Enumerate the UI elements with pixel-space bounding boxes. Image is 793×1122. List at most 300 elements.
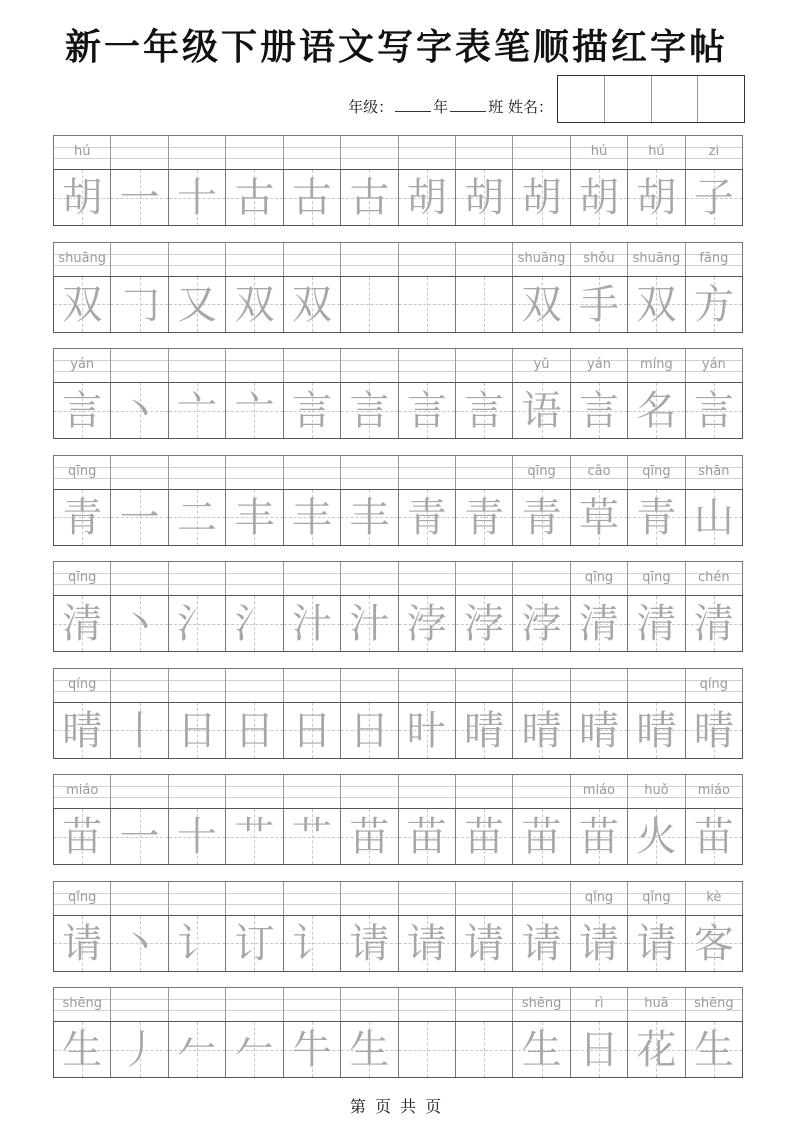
tian-zi-ge-cell[interactable] <box>513 170 570 225</box>
pinyin-cell[interactable] <box>226 243 283 276</box>
tian-zi-ge-cell[interactable] <box>54 277 111 332</box>
pinyin-text: qǐng <box>584 889 614 905</box>
character-block <box>53 668 743 764</box>
pinyin-cell[interactable] <box>341 349 398 382</box>
trace-character: 丰 <box>291 494 332 541</box>
tian-zi-ge-cell[interactable] <box>54 596 111 651</box>
tian-zi-ge-cell[interactable] <box>341 916 398 971</box>
tian-zi-ge-cell[interactable] <box>571 490 628 545</box>
tian-zi-ge-cell[interactable] <box>284 916 341 971</box>
tian-zi-ge-cell[interactable] <box>284 596 341 651</box>
tian-zi-ge-cell[interactable] <box>169 703 226 758</box>
pinyin-cell[interactable] <box>628 562 685 595</box>
pinyin-cell[interactable] <box>169 775 226 808</box>
pinyin-row <box>53 135 743 169</box>
pinyin-cell[interactable] <box>513 136 570 169</box>
pinyin-cell[interactable] <box>284 243 341 276</box>
pinyin-cell[interactable] <box>284 775 341 808</box>
pinyin-cell[interactable] <box>54 988 111 1021</box>
tian-zi-ge-cell[interactable] <box>456 596 513 651</box>
tian-zi-ge-cell[interactable] <box>399 170 456 225</box>
tian-zi-ge-cell[interactable] <box>399 277 456 332</box>
pinyin-cell[interactable] <box>226 456 283 489</box>
tian-zi-ge-cell[interactable] <box>686 703 742 758</box>
pinyin-text: chén <box>698 570 730 585</box>
trace-character: 花 <box>636 1027 677 1073</box>
pinyin-cell[interactable] <box>54 562 111 595</box>
pinyin-cell[interactable] <box>399 243 456 276</box>
pinyin-cell[interactable] <box>686 882 742 915</box>
pinyin-cell[interactable] <box>399 669 456 702</box>
tian-zi-ge-cell[interactable] <box>284 170 341 225</box>
pinyin-cell[interactable] <box>284 456 341 489</box>
tian-zi-ge-cell[interactable] <box>399 490 456 545</box>
pinyin-cell[interactable] <box>54 775 111 808</box>
name-cell[interactable] <box>558 76 605 122</box>
pinyin-cell[interactable] <box>54 882 111 915</box>
pinyin-cell[interactable] <box>341 882 398 915</box>
pinyin-text: hú <box>590 144 608 159</box>
tian-zi-ge-cell[interactable] <box>399 703 456 758</box>
tian-zi-ge-cell[interactable] <box>284 277 341 332</box>
trace-character: 晴 <box>464 707 505 754</box>
tian-zi-ge-cell[interactable] <box>226 809 283 864</box>
pinyin-cell[interactable] <box>54 349 111 382</box>
pinyin-cell[interactable] <box>571 882 628 915</box>
pinyin-cell[interactable] <box>628 243 685 276</box>
pinyin-cell[interactable] <box>226 349 283 382</box>
pinyin-cell[interactable] <box>513 243 570 276</box>
pinyin-cell[interactable] <box>456 669 513 702</box>
tian-zi-ge-cell[interactable] <box>456 170 513 225</box>
pinyin-cell[interactable] <box>399 456 456 489</box>
tian-zi-ge-cell[interactable] <box>513 490 570 545</box>
grade-blank[interactable] <box>395 97 431 112</box>
tian-zi-ge-cell[interactable] <box>628 1022 685 1077</box>
pinyin-cell[interactable] <box>54 136 111 169</box>
pinyin-text: qíng <box>699 676 729 692</box>
student-info <box>348 96 553 117</box>
pinyin-cell[interactable] <box>111 775 168 808</box>
trace-character: 双 <box>521 281 562 328</box>
tian-zi-ge-cell[interactable] <box>513 1022 570 1077</box>
pinyin-cell[interactable] <box>169 136 226 169</box>
pinyin-cell[interactable] <box>341 669 398 702</box>
pinyin-cell[interactable] <box>456 456 513 489</box>
tian-zi-ge-cell[interactable] <box>628 809 685 864</box>
pinyin-cell[interactable] <box>341 136 398 169</box>
tian-zi-ge-cell[interactable] <box>169 809 226 864</box>
pinyin-cell[interactable] <box>226 669 283 702</box>
tian-zi-ge-cell[interactable] <box>513 809 570 864</box>
pinyin-cell[interactable] <box>628 988 685 1021</box>
trace-character: 苗 <box>464 814 505 860</box>
pinyin-cell[interactable] <box>513 882 570 915</box>
tian-zi-ge-cell[interactable] <box>226 383 283 438</box>
pinyin-text: cǎo <box>587 463 611 479</box>
tian-zi-ge-cell[interactable] <box>628 490 685 545</box>
tian-zi-ge-cell[interactable] <box>571 383 628 438</box>
model-character: 苗 <box>62 814 103 860</box>
trace-character: 山 <box>693 494 734 541</box>
trace-character: 日 <box>349 707 390 754</box>
pinyin-cell[interactable] <box>571 988 628 1021</box>
pinyin-cell[interactable] <box>456 775 513 808</box>
trace-character: 胡 <box>464 175 505 221</box>
pinyin-text: shēng <box>694 996 734 1011</box>
tian-zi-ge-cell[interactable] <box>686 490 742 545</box>
tian-zi-ge-cell[interactable] <box>399 1022 456 1077</box>
pinyin-cell[interactable] <box>341 562 398 595</box>
trace-character: 又 <box>177 281 218 328</box>
tian-zi-ge-cell[interactable] <box>111 383 168 438</box>
tian-zi-ge-cell[interactable] <box>571 170 628 225</box>
pinyin-cell[interactable] <box>399 349 456 382</box>
tian-zi-ge-cell[interactable] <box>54 383 111 438</box>
tian-zi-ge-cell[interactable] <box>513 703 570 758</box>
trace-character: 子 <box>693 175 734 221</box>
pinyin-text: kè <box>706 889 722 905</box>
tian-zi-ge-cell[interactable] <box>111 916 168 971</box>
tian-zi-ge-cell[interactable] <box>54 1022 111 1077</box>
tian-zi-ge-cell[interactable] <box>341 1022 398 1077</box>
trace-character: 青 <box>464 494 505 541</box>
trace-character: 艹 <box>234 814 275 860</box>
pinyin-cell[interactable] <box>54 243 111 276</box>
tian-zi-ge-cell[interactable] <box>341 490 398 545</box>
tian-zi-ge-cell[interactable] <box>571 916 628 971</box>
pinyin-cell[interactable] <box>111 136 168 169</box>
pinyin-cell[interactable] <box>284 349 341 382</box>
pinyin-text: huā <box>644 996 669 1011</box>
tian-zi-ge-cell[interactable] <box>111 1022 168 1077</box>
character-block <box>53 561 743 657</box>
tian-zi-ge-cell[interactable] <box>111 490 168 545</box>
trace-character: 丶 <box>119 601 160 647</box>
pinyin-text: hú <box>73 144 91 159</box>
pinyin-cell[interactable] <box>284 988 341 1021</box>
pinyin-cell[interactable] <box>686 669 742 702</box>
tian-zi-ge-cell[interactable] <box>284 703 341 758</box>
pinyin-text: yǔ <box>533 357 550 372</box>
tian-zi-ge-cell[interactable] <box>54 170 111 225</box>
tian-zi-ge-cell[interactable] <box>513 916 570 971</box>
trace-character: 方 <box>693 281 734 328</box>
pinyin-cell[interactable] <box>111 456 168 489</box>
pinyin-cell[interactable] <box>399 882 456 915</box>
tian-zi-ge-cell[interactable] <box>571 596 628 651</box>
tian-zi-ge-cell[interactable] <box>341 596 398 651</box>
tian-zi-ge-cell[interactable] <box>111 170 168 225</box>
trace-character: 请 <box>406 920 447 967</box>
pinyin-cell[interactable] <box>111 243 168 276</box>
tian-zi-ge-cell[interactable] <box>111 277 168 332</box>
tian-zi-ge-cell[interactable] <box>456 703 513 758</box>
pinyin-cell[interactable] <box>571 562 628 595</box>
tian-zi-ge-cell[interactable] <box>284 809 341 864</box>
pinyin-cell[interactable] <box>686 243 742 276</box>
tian-zi-ge-cell[interactable] <box>54 809 111 864</box>
character-block <box>53 135 743 231</box>
tian-zi-ge-cell[interactable] <box>686 277 742 332</box>
tian-zi-ge-cell[interactable] <box>571 703 628 758</box>
pinyin-cell[interactable] <box>226 882 283 915</box>
tian-zi-ge-cell[interactable] <box>686 1022 742 1077</box>
pinyin-cell[interactable] <box>513 562 570 595</box>
model-character: 言 <box>62 388 103 434</box>
tian-zi-ge-cell[interactable] <box>226 490 283 545</box>
pinyin-text: qīng <box>68 570 97 585</box>
trace-character: 一 <box>119 814 160 860</box>
pinyin-cell[interactable] <box>571 136 628 169</box>
trace-character: 汁 <box>291 601 332 647</box>
trace-character: 言 <box>291 388 332 434</box>
pinyin-cell[interactable] <box>341 456 398 489</box>
tian-zi-ge-cell[interactable] <box>628 383 685 438</box>
tian-zi-ge-cell[interactable] <box>169 1022 226 1077</box>
trace-character: 氵 <box>234 601 275 647</box>
pinyin-cell[interactable] <box>399 136 456 169</box>
pinyin-cell[interactable] <box>111 988 168 1021</box>
pinyin-text: shǒu <box>583 250 615 266</box>
pinyin-cell[interactable] <box>284 669 341 702</box>
trace-character: 日 <box>177 707 218 754</box>
tian-zi-ge-cell[interactable] <box>111 596 168 651</box>
trace-character: 古 <box>349 175 390 221</box>
name-cell[interactable] <box>652 76 699 122</box>
trace-character: 古 <box>291 175 332 221</box>
pinyin-cell[interactable] <box>169 349 226 382</box>
name-box[interactable] <box>557 75 745 123</box>
pinyin-cell[interactable] <box>513 669 570 702</box>
tian-zi-ge-cell[interactable] <box>399 809 456 864</box>
tian-zi-ge-cell[interactable] <box>571 809 628 864</box>
pinyin-cell[interactable] <box>284 882 341 915</box>
pinyin-row <box>53 774 743 808</box>
pinyin-cell[interactable] <box>686 349 742 382</box>
tian-zi-ge-cell[interactable] <box>54 703 111 758</box>
trace-character: 日 <box>291 707 332 754</box>
tian-zi-ge-cell[interactable] <box>226 277 283 332</box>
tian-zi-ge-cell[interactable] <box>628 277 685 332</box>
pinyin-cell[interactable] <box>341 243 398 276</box>
tian-zi-ge-cell[interactable] <box>341 703 398 758</box>
pinyin-cell[interactable] <box>284 136 341 169</box>
pinyin-cell[interactable] <box>571 243 628 276</box>
pinyin-cell[interactable] <box>169 243 226 276</box>
trace-character: 丰 <box>349 494 390 541</box>
pinyin-cell[interactable] <box>513 988 570 1021</box>
class-blank[interactable] <box>450 97 486 112</box>
trace-character: 苗 <box>579 814 619 860</box>
tian-zi-ge-cell[interactable] <box>628 703 685 758</box>
pinyin-text: yán <box>701 357 726 372</box>
trace-character: 请 <box>464 920 505 967</box>
tian-zi-ge-cell[interactable] <box>571 277 628 332</box>
pinyin-cell[interactable] <box>169 562 226 595</box>
pinyin-cell[interactable] <box>399 775 456 808</box>
trace-character: 𠂉 <box>234 1027 275 1073</box>
tian-zi-ge-cell[interactable] <box>456 916 513 971</box>
pinyin-cell[interactable] <box>226 775 283 808</box>
pinyin-cell[interactable] <box>456 243 513 276</box>
pinyin-cell[interactable] <box>456 349 513 382</box>
name-label: 姓名： <box>507 98 553 116</box>
tian-zi-ge-cell[interactable] <box>513 383 570 438</box>
pinyin-cell[interactable] <box>111 562 168 595</box>
trace-character: 胡 <box>521 175 562 221</box>
trace-character: 𠂉 <box>177 1027 218 1073</box>
tian-zi-ge-cell[interactable] <box>226 596 283 651</box>
pinyin-cell[interactable] <box>169 988 226 1021</box>
tian-zi-ge-cell[interactable] <box>686 809 742 864</box>
tian-zi-ge-cell[interactable] <box>284 490 341 545</box>
pinyin-cell[interactable] <box>341 775 398 808</box>
tian-zi-ge-cell[interactable] <box>456 383 513 438</box>
pinyin-cell[interactable] <box>686 456 742 489</box>
pinyin-cell[interactable] <box>456 988 513 1021</box>
tian-zi-ge-cell[interactable] <box>686 596 742 651</box>
model-character: 清 <box>62 601 103 647</box>
pinyin-cell[interactable] <box>628 349 685 382</box>
pinyin-cell[interactable] <box>628 882 685 915</box>
pinyin-cell[interactable] <box>111 349 168 382</box>
trace-character: 请 <box>636 920 677 967</box>
tian-zi-ge-cell[interactable] <box>399 596 456 651</box>
pinyin-cell[interactable] <box>169 882 226 915</box>
tian-zi-ge-cell[interactable] <box>54 916 111 971</box>
pinyin-cell[interactable] <box>628 775 685 808</box>
tian-zi-ge-cell[interactable] <box>226 916 283 971</box>
hanzi-row <box>53 702 743 759</box>
tian-zi-ge-cell[interactable] <box>341 277 398 332</box>
pinyin-cell[interactable] <box>54 456 111 489</box>
pinyin-cell[interactable] <box>456 136 513 169</box>
pinyin-cell[interactable] <box>226 988 283 1021</box>
trace-character: 牛 <box>291 1027 332 1073</box>
tian-zi-ge-cell[interactable] <box>628 916 685 971</box>
tian-zi-ge-cell[interactable] <box>456 1022 513 1077</box>
tian-zi-ge-cell[interactable] <box>456 490 513 545</box>
pinyin-text: qǐng <box>68 889 97 905</box>
tian-zi-ge-cell[interactable] <box>169 277 226 332</box>
tian-zi-ge-cell[interactable] <box>169 170 226 225</box>
pinyin-row <box>53 348 743 382</box>
trace-character: 浡 <box>521 601 562 647</box>
tian-zi-ge-cell[interactable] <box>169 596 226 651</box>
pinyin-cell[interactable] <box>686 988 742 1021</box>
pinyin-row <box>53 242 743 276</box>
pinyin-cell[interactable] <box>513 349 570 382</box>
tian-zi-ge-cell[interactable] <box>513 277 570 332</box>
tian-zi-ge-cell[interactable] <box>111 809 168 864</box>
pinyin-cell[interactable] <box>628 136 685 169</box>
pinyin-cell[interactable] <box>686 136 742 169</box>
tian-zi-ge-cell[interactable] <box>284 1022 341 1077</box>
model-character: 胡 <box>62 175 103 221</box>
trace-character: 亠 <box>177 388 218 434</box>
tian-zi-ge-cell[interactable] <box>226 703 283 758</box>
pinyin-cell[interactable] <box>169 456 226 489</box>
pinyin-cell[interactable] <box>513 456 570 489</box>
tian-zi-ge-cell[interactable] <box>341 809 398 864</box>
trace-character: 胡 <box>636 175 677 221</box>
tian-zi-ge-cell[interactable] <box>341 383 398 438</box>
pinyin-text: shān <box>698 463 730 479</box>
tian-zi-ge-cell[interactable] <box>628 170 685 225</box>
character-block <box>53 881 743 977</box>
trace-character: 请 <box>521 920 562 967</box>
name-cell[interactable] <box>698 76 744 122</box>
tian-zi-ge-cell[interactable] <box>169 383 226 438</box>
pinyin-row <box>53 987 743 1021</box>
trace-character: 晴 <box>579 707 619 754</box>
pinyin-cell[interactable] <box>628 456 685 489</box>
pinyin-cell[interactable] <box>54 669 111 702</box>
pinyin-cell[interactable] <box>628 669 685 702</box>
pinyin-cell[interactable] <box>571 349 628 382</box>
hanzi-row <box>53 915 743 972</box>
pinyin-cell[interactable] <box>284 562 341 595</box>
tian-zi-ge-cell[interactable] <box>628 596 685 651</box>
pinyin-cell[interactable] <box>686 562 742 595</box>
pinyin-cell[interactable] <box>571 669 628 702</box>
tian-zi-ge-cell[interactable] <box>513 596 570 651</box>
pinyin-cell[interactable] <box>456 882 513 915</box>
pinyin-cell[interactable] <box>226 562 283 595</box>
tian-zi-ge-cell[interactable] <box>226 170 283 225</box>
tian-zi-ge-cell[interactable] <box>111 703 168 758</box>
trace-character: 浡 <box>406 601 447 647</box>
tian-zi-ge-cell[interactable] <box>571 1022 628 1077</box>
tian-zi-ge-cell[interactable] <box>54 490 111 545</box>
pinyin-cell[interactable] <box>513 775 570 808</box>
trace-character: 言 <box>579 388 619 434</box>
trace-character: 日 <box>234 707 275 754</box>
trace-character: 晴 <box>636 707 677 754</box>
pinyin-cell[interactable] <box>686 775 742 808</box>
pinyin-cell[interactable] <box>111 882 168 915</box>
tian-zi-ge-cell[interactable] <box>226 1022 283 1077</box>
name-cell[interactable] <box>605 76 652 122</box>
pinyin-cell[interactable] <box>226 136 283 169</box>
pinyin-cell[interactable] <box>111 669 168 702</box>
pinyin-cell[interactable] <box>571 775 628 808</box>
trace-character: 火 <box>636 814 677 860</box>
trace-character: 订 <box>234 920 275 967</box>
pinyin-cell[interactable] <box>169 669 226 702</box>
pinyin-cell[interactable] <box>571 456 628 489</box>
tian-zi-ge-cell[interactable] <box>399 916 456 971</box>
pinyin-cell[interactable] <box>456 562 513 595</box>
trace-character: 草 <box>579 494 619 541</box>
tian-zi-ge-cell[interactable] <box>686 916 742 971</box>
tian-zi-ge-cell[interactable] <box>169 490 226 545</box>
pinyin-cell[interactable] <box>341 988 398 1021</box>
tian-zi-ge-cell[interactable] <box>686 170 742 225</box>
pinyin-cell[interactable] <box>399 988 456 1021</box>
pinyin-cell[interactable] <box>399 562 456 595</box>
tian-zi-ge-cell[interactable] <box>169 916 226 971</box>
tian-zi-ge-cell[interactable] <box>399 383 456 438</box>
tian-zi-ge-cell[interactable] <box>456 809 513 864</box>
tian-zi-ge-cell[interactable] <box>341 170 398 225</box>
tian-zi-ge-cell[interactable] <box>686 383 742 438</box>
page-footer: 第 页 共 页 <box>349 1097 444 1116</box>
tian-zi-ge-cell[interactable] <box>456 277 513 332</box>
tian-zi-ge-cell[interactable] <box>284 383 341 438</box>
character-block <box>53 774 743 870</box>
